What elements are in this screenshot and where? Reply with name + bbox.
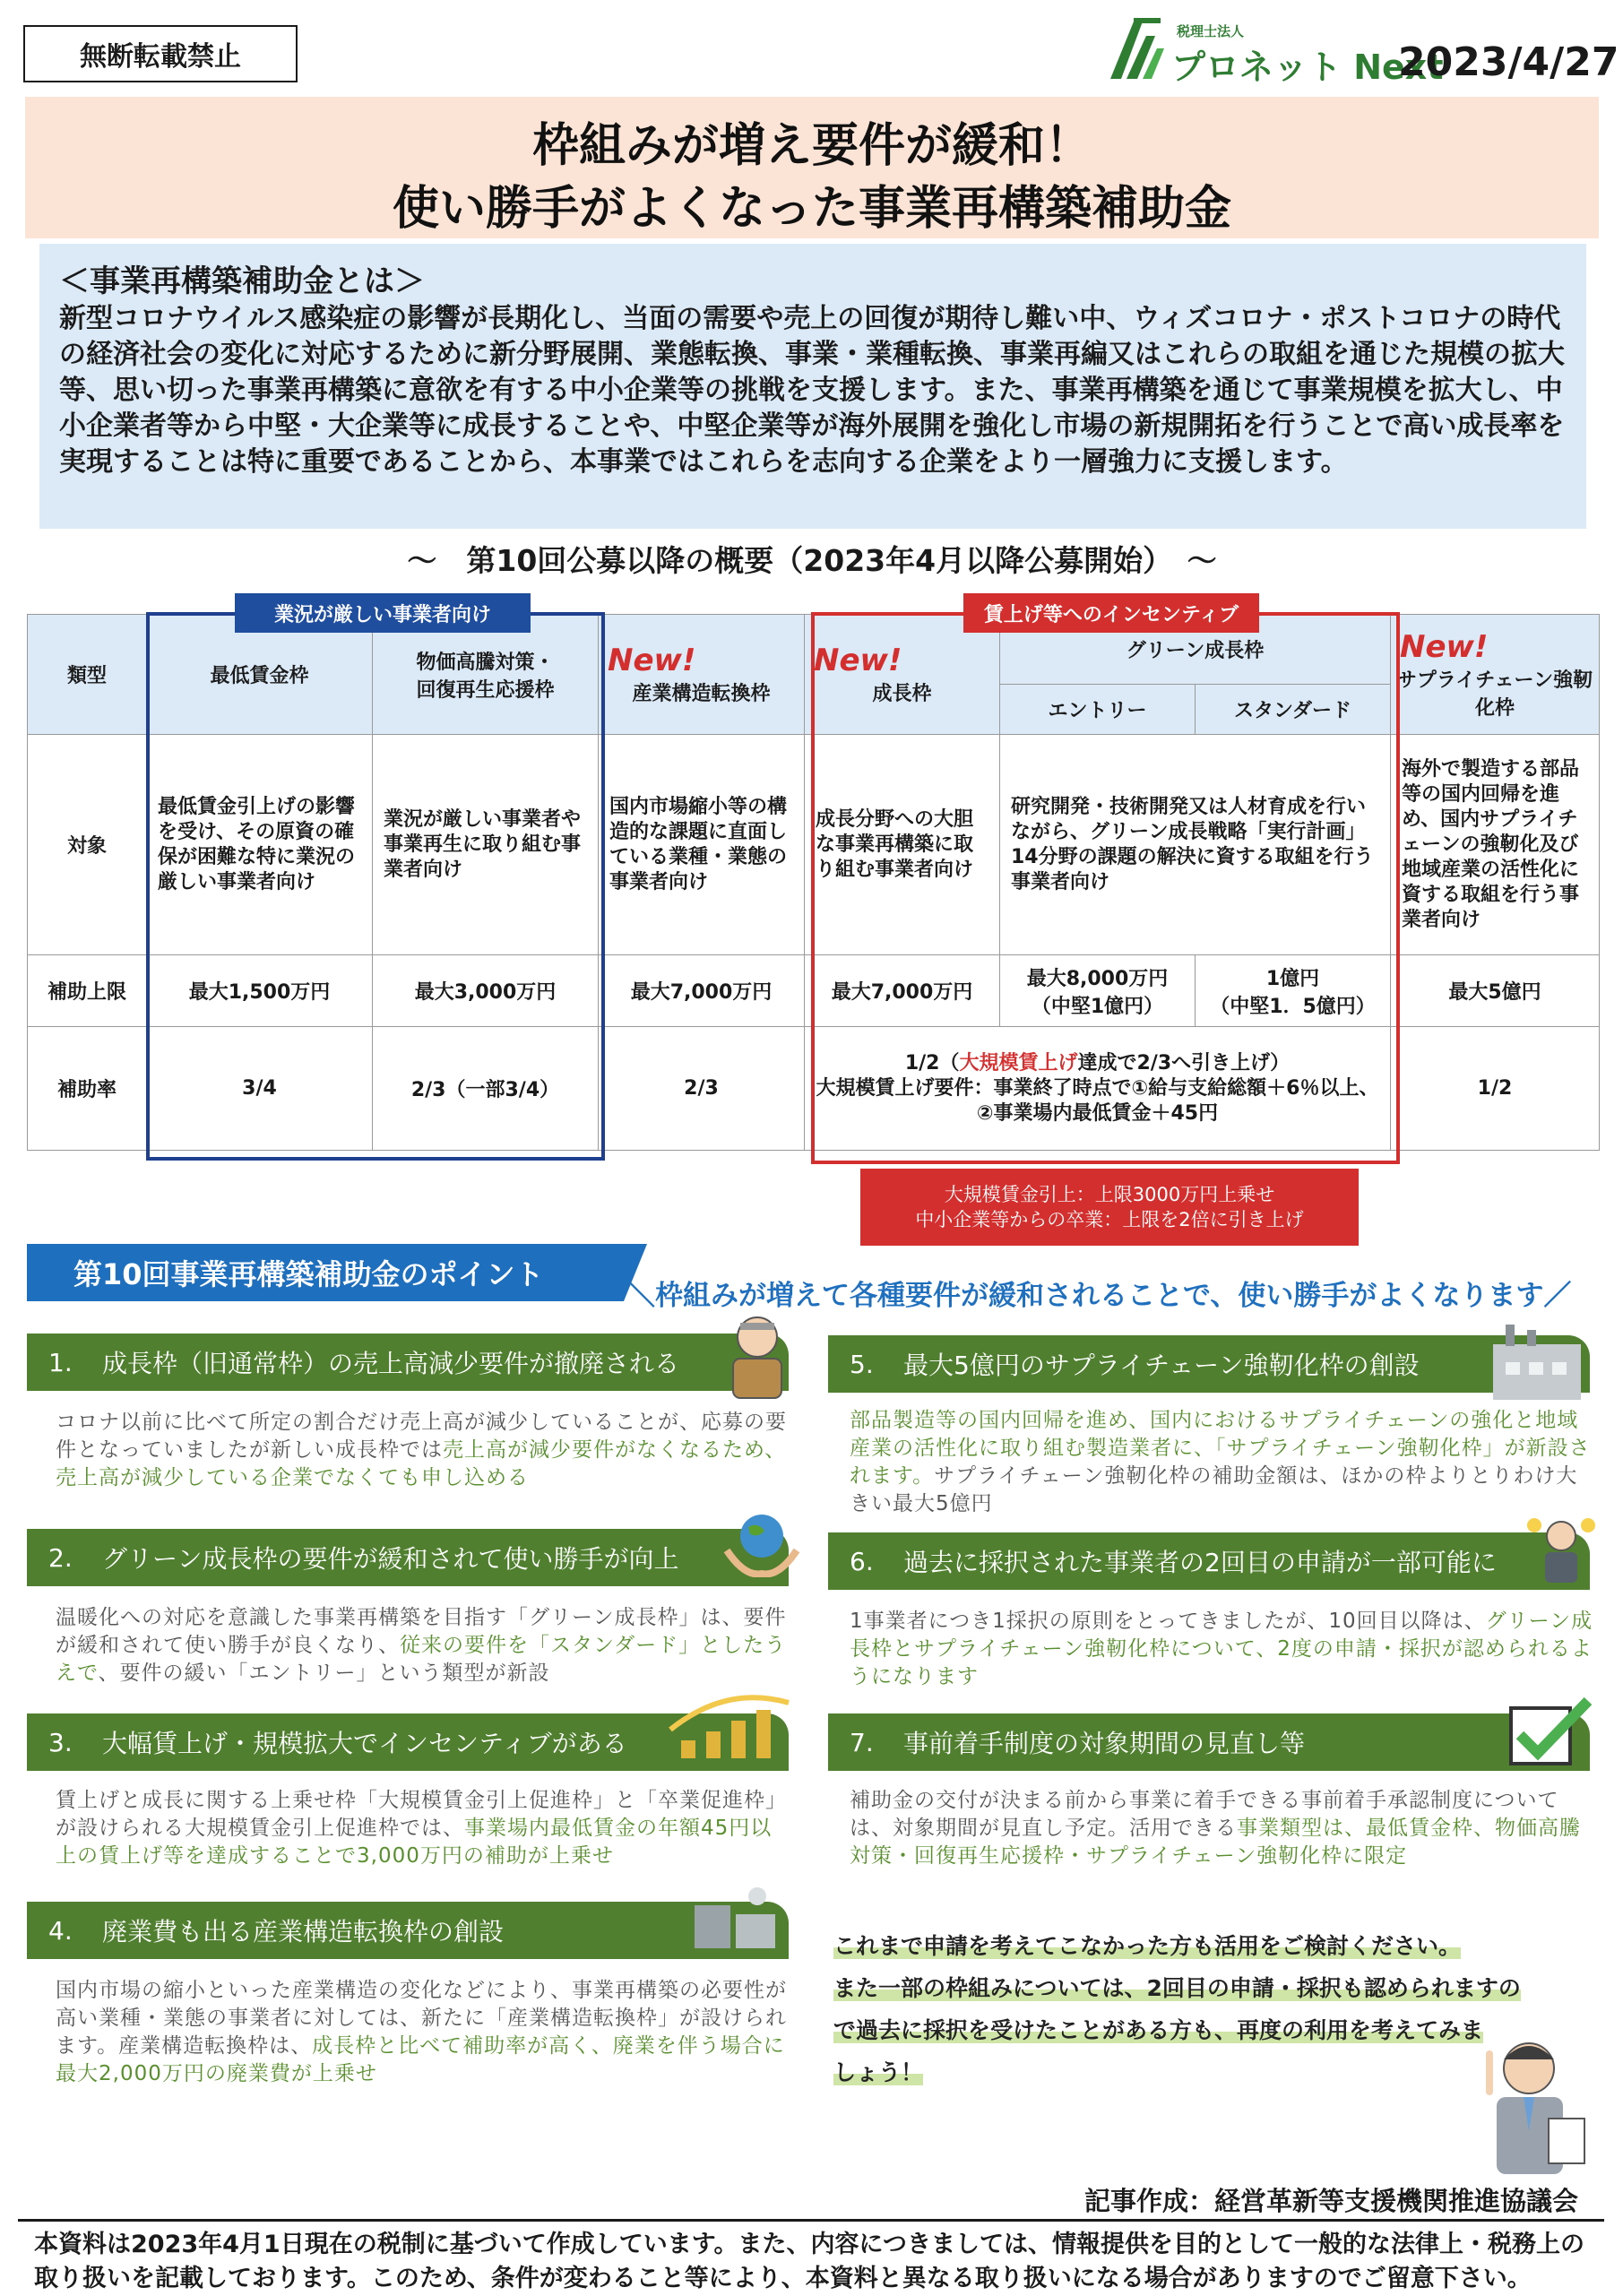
point-title: グリーン成長枠の要件が緩和されて使い勝手が向上: [102, 1544, 679, 1574]
wage-incentive-frame: [811, 612, 1400, 1164]
limit-green-standard-main: 1億円: [1265, 967, 1320, 990]
earth-hands-icon: [721, 1506, 802, 1577]
target-supply: 海外で製造する部品等の国内回帰を進め、国内サプライチェーンの強靭化及び地域産業の活性化に資する取組を行う事業者向け: [1391, 735, 1600, 955]
point-number: 4.: [48, 1915, 73, 1946]
header-green: グリーン成長枠: [1000, 615, 1391, 685]
point-body-highlight: 事業類型は、最低賃金枠、物価高騰対策・回復再生応援枠・サプライチェーン強靭化枠に限定: [850, 1817, 1581, 1868]
point-1-body: [56, 1409, 790, 1492]
rate-price: 2/3（一部3/4）: [373, 1027, 599, 1151]
point-body-highlight: 従来の要件を「スタンダード」としたうえで: [56, 1634, 787, 1685]
points-tagline: ＼枠組みが増えて各種要件が緩和されることで、使い勝手がよくなります／: [627, 1280, 1572, 1312]
point-title: 過去に採択された事業者の2回目の申請が一部可能に: [903, 1548, 1497, 1577]
publish-date: 2023/4/27: [1398, 39, 1619, 85]
point-body-text: 、要件の緩い「エントリー」という類型が新設: [98, 1662, 550, 1685]
header-type: 類型: [28, 615, 147, 735]
header-growth-label: 成長枠: [872, 683, 932, 705]
points-heading: 第10回事業再構築補助金のポイント: [27, 1244, 624, 1301]
point-body-highlight: 成長枠と比べて補助率が高く、廃業を伴う場合に最大2,000万円の廃業費が上乗せ: [56, 2034, 785, 2085]
point-title: 最大5億円のサプライチェーン強靭化枠の創設: [903, 1351, 1420, 1380]
target-industry: 国内市場縮小等の構造的な課題に直面している業種・業態の事業者向け: [599, 735, 805, 955]
point-6-title-bar: [828, 1532, 1590, 1590]
point-body-highlight: 部品製造等の国内回帰を進め、国内におけるサプライチェーンの強化と地域産業の活性化に取り組む製造業者に、「サプライチェーン強靭化枠」が新設されます。: [850, 1409, 1591, 1488]
wage-note-line2: 中小企業等からの卒業：上限を2倍に引き上げ: [915, 1209, 1304, 1230]
footer-divider: [18, 2219, 1604, 2222]
header-supply-label: サプライチェーン強靭化枠: [1396, 669, 1593, 720]
closing-line4: しょう！: [833, 2059, 924, 2085]
rate-growth-line2: 大規模賃上げ要件：事業終了時点で①給与支給総額＋6％以上、: [816, 1076, 1379, 1100]
wage-note-line1: 大規模賃金引上：上限3000万円上乗せ: [944, 1184, 1275, 1205]
point-number: 1.: [48, 1347, 73, 1377]
logo-name: プロネット Next: [1171, 47, 1444, 87]
wage-incentive-note: [860, 1169, 1359, 1246]
point-number: 6.: [850, 1546, 874, 1576]
intro-body: 新型コロナウイルス感染症の影響が長期化し、当面の需要や売上の回復が期待し難い中、ウィズコロナ・ポストコロナの時代の経済社会の変化に対応するために新分野展開、業態転換、事業・業種転換、事業再編又はこれらの取組を通じた規模の拡大等、思い切った事業再構築に意欲を有する中小企業等の挑戦を支援します。また、事業再構築を通じて事業規模を拡大し、中小企業者等から中堅・大企業等に成長することや、中堅企業等が海外展開を強化し市場の新規開拓を行うことで高い成長率を実現することは特に重要であることから、本事業ではこれらを志向する企業をより一層強力に支援します。: [59, 303, 1565, 478]
limit-minwage: 最大1,500万円: [147, 955, 373, 1027]
point-number: 2.: [48, 1542, 73, 1573]
logo-mark-icon: [1107, 16, 1166, 81]
point-body-text: 温暖化への対応を意識した事業再構築を目指す「グリーン成長枠」は、要件が緩和されて使い勝手が良くなり、: [56, 1606, 787, 1657]
point-number: 3.: [48, 1727, 73, 1757]
point-number: 5.: [850, 1349, 874, 1379]
summary-heading: ～ 第10回公募以降の概要（2023年4月以降公募開始） ～: [407, 543, 1217, 578]
article-author: 記事作成：経営革新等支援機関推進協議会: [1084, 2186, 1579, 2216]
target-green: 研究開発・技術開発又は人材育成を行いながら、グリーン成長戦略「実行計画」14分野の課題の解決に資する取組を行う事業者向け: [1000, 735, 1391, 955]
tough-business-frame: [146, 612, 605, 1161]
point-body-text: 国内市場の縮小といった産業構造の変化などにより、事業再構築の必要性が高い業種・業態の事業者に対しては、新たに「産業構造転換枠」が設けられます。産業構造転換枠は、: [56, 1979, 787, 2058]
factory-building-icon: [686, 1884, 784, 1952]
limit-industry: 最大7,000万円: [599, 955, 805, 1027]
header-green-standard: スタンダード: [1196, 685, 1391, 735]
wage-incentive-tag: 賃上げ等へのインセンティブ: [963, 593, 1259, 633]
target-minwage: 最低賃金引上げの影響を受け、その原資の確保が困難な特に業況の厳しい事業者向け: [147, 735, 373, 955]
header-price-label: 物価高騰対策・回復再生応援枠: [416, 651, 555, 702]
limit-supply: 最大5億円: [1391, 955, 1600, 1027]
supply-factory-icon: [1488, 1317, 1586, 1403]
header-minwage: 最低賃金枠: [147, 615, 373, 735]
row-label-limit: 補助上限: [28, 955, 147, 1027]
point-body-text: サプライチェーン強靭化枠の補助金額は、ほかの枠よりとりわけ大きい最大5億円: [850, 1464, 1578, 1515]
point-title: 成長枠（旧通常枠）の売上高減少要件が撤廃される: [102, 1349, 680, 1378]
row-label-target: 対象: [28, 735, 147, 955]
point-4-body: [56, 1977, 790, 2088]
rate-growth-line3: ②事業場内最低賃金＋45円: [976, 1101, 1219, 1125]
new-badge: New!: [814, 643, 902, 678]
point-2-body: [56, 1604, 790, 1687]
point-body-highlight: 売上高が減少要件がなくなるため、売上高が減少している企業でなくても申し込める: [56, 1438, 787, 1489]
tough-business-tag: 業況が厳しい事業者向け: [235, 593, 531, 633]
point-body-text: コロナ以前に比べて所定の割合だけ売上高が減少していることが、応募の要件となっていましたが新しい成長枠では: [56, 1411, 787, 1462]
rate-growth-highlight: 大規模賃上げ: [959, 1051, 1078, 1075]
point-body-highlight: 事業場内最低賃金の年額45円以上の賃上げ等を達成することで3,000万円の補助が上乗せ: [56, 1817, 773, 1868]
point-body-text: 1事業者につき1採択の原則をとってきましたが、10回目以降は、: [850, 1610, 1486, 1633]
company-logo[interactable]: [1107, 16, 1444, 90]
page-title-line1: 枠組みが増え要件が緩和！: [531, 119, 1092, 173]
logo-subtitle: 税理士法人: [1177, 23, 1245, 39]
closing-message: [833, 1925, 1559, 2093]
rate-industry: 2/3: [599, 1027, 805, 1151]
point-7-body: [850, 1787, 1593, 1870]
advisor-pointing-icon: [1470, 2033, 1595, 2176]
closing-line1: これまで申請を考えてこなかった方も活用をご検討ください。: [833, 1933, 1462, 1959]
limit-growth: 最大7,000万円: [805, 955, 1000, 1027]
rate-minwage: 3/4: [147, 1027, 373, 1151]
point-5-body: [850, 1407, 1593, 1518]
disclaimer: 本資料は2023年4月1日現在の税制に基づいて作成しています。また、内容につきましては、情報提供を目的として一般的な法律上・税務上の取り扱いを記載しております。このため、条件が変わること等により、本資料と異なる取り扱いになる場合がありますのでご留意下さい。: [34, 2231, 1585, 2292]
limit-green-entry-sub: （中堅1億円）: [1031, 995, 1164, 1018]
point-body-highlight: グリーン成長枠とサプライチェーン強靭化枠について、2度の申請・採択が認められるようになります: [850, 1610, 1593, 1688]
rate-growth-pre: 1/2（: [904, 1051, 960, 1075]
point-2-title-bar: [27, 1529, 789, 1586]
new-badge: New!: [1400, 628, 1489, 665]
intro-heading: ＜事業再構築補助金とは＞: [59, 263, 425, 299]
checkmark-icon: [1506, 1696, 1595, 1771]
point-1-title-bar: [27, 1334, 789, 1391]
point-5-title-bar: [828, 1335, 1590, 1393]
target-growth: 成長分野への大胆な事業再構築に取り組む事業者向け: [805, 735, 1000, 955]
limit-green-standard-sub: （中堅1．5億円）: [1210, 995, 1376, 1018]
point-6-body: [850, 1608, 1593, 1691]
header-green-entry: エントリー: [1000, 685, 1196, 735]
no-reprint-notice: 無断転載禁止: [23, 25, 298, 82]
point-3-body: [56, 1787, 790, 1870]
businessman-idea-icon: [1524, 1513, 1599, 1584]
point-number: 7.: [850, 1727, 874, 1757]
rate-growth-post: 達成で2/3へ引き上げ）: [1077, 1051, 1291, 1075]
point-title: 事前着手制度の対象期間の見直し等: [903, 1729, 1306, 1758]
point-body-text: 賃上げと成長に関する上乗せ枠「大規模賃金引上促進枠」と「卒業促進枠」が設けられる大規模賃金引上促進枠では、: [56, 1789, 787, 1840]
point-4-title-bar: [27, 1902, 789, 1959]
closing-line2: また一部の枠組みについては、2回目の申請・採択も認められますの: [833, 1975, 1521, 2001]
point-title: 廃業費も出る産業構造転換枠の創設: [102, 1917, 505, 1946]
header-industry-label: 産業構造転換枠: [632, 683, 771, 705]
page-title-line2: 使い勝手がよくなった事業再構築補助金: [392, 182, 1231, 236]
header-supply: [1391, 615, 1600, 735]
limit-price: 最大3,000万円: [373, 955, 599, 1027]
new-badge: New!: [608, 643, 696, 678]
closing-line3: で過去に採択を受けたことがある方も、再度の利用を考えてみま: [833, 2017, 1484, 2043]
point-title: 大幅賃上げ・規模拡大でインセンティブがある: [102, 1729, 627, 1758]
incentive-coins-icon: [663, 1694, 798, 1765]
point-body-text: 補助金の交付が決まる前から事業に着手できる事前着手承認制度については、対象期間が見直し予定。活用できる: [850, 1789, 1559, 1840]
businessman-thinking-icon: [717, 1310, 798, 1400]
point-7-title-bar: [828, 1713, 1590, 1771]
target-price: 業況が厳しい事業者や事業再生に取り組む事業者向け: [373, 735, 599, 955]
row-label-rate: 補助率: [28, 1027, 147, 1151]
rate-supply: 1/2: [1391, 1027, 1600, 1151]
header-industry: [599, 615, 805, 735]
limit-green-entry-main: 最大8,000万円: [1026, 967, 1169, 990]
